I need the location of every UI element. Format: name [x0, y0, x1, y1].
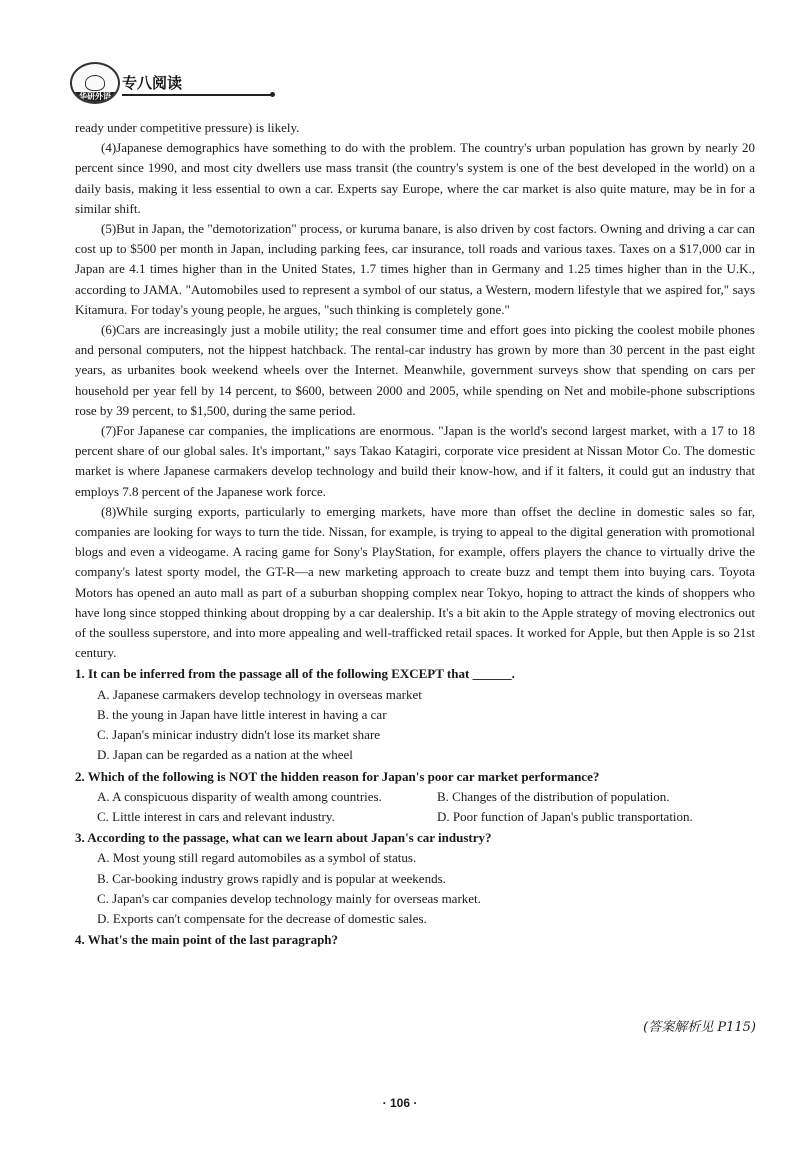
series-title: 专八阅读	[122, 74, 183, 92]
logo-text: 华研外语	[72, 92, 118, 102]
question-1-option-a: A. Japanese carmakers develop technology in overseas market	[97, 686, 422, 702]
question-2-option-b: B. Changes of the distribution of population.	[437, 788, 670, 804]
passage-paragraph-4: (4)Japanese demographics have something to do with the problem. The country's urban population has grown by nearly 20 percent since 1990, and most city dwellers use mass transit (the country's system is one of the best developed in the world) on a daily basis, making it less essential to own a car. Experts say Europe, where the car market is also quite mature, may be in for a similar shift.	[75, 140, 755, 216]
passage-paragraph-8: (8)While surging exports, particularly to emerging markets, have more than offset the decline in domestic sales so far, companies are looking for ways to turn the tide. Nissan, for example, is trying to appeal to the digital generation with promotional blogs and even a videogame. A racing game for Sony's PlayStation, for example, offers players the chance to virtually drive the company's latest sporty model, the GT-R—a new marketing approach to create buzz and tempt them into buying cars. Toyota Motors has opened an auto mall as part of a suburban shopping complex near Tokyo, hoping to attract the kinds of shoppers who have long since stopped thinking about dropping by a car dealership. It's a bit akin to the Apple strategy of moving electronics out of the soulless superstore, and into more appealing and well-trafficked retail spaces. It worked for Apple, but then Apple is so 21st century.	[75, 503, 755, 661]
publisher-logo	[70, 62, 120, 104]
page-header	[70, 62, 210, 102]
header-rule	[122, 94, 272, 96]
question-3-stem: 3. According to the passage, what can we learn about Japan's car industry?	[75, 830, 492, 846]
question-2-option-a: A. A conspicuous disparity of wealth among countries.	[97, 788, 382, 804]
passage-paragraph-7: (7)For Japanese car companies, the implications are enormous. "Japan is the world's second largest market, with a 17 to 18 percent share of our global sales. It's important," says Takao Katagiri, corporate vice president at Nissan Motor Co. The domestic market is where Japanese carmakers develop technology and build their know-how, and if it falters, it could gut an industry that employs 7.8 percent of the Japanese work force.	[75, 423, 755, 499]
question-2-option-d: D. Poor function of Japan's public transportation.	[437, 808, 693, 824]
question-3-option-b: B. Car-booking industry grows rapidly and is popular at weekends.	[97, 870, 446, 886]
question-2-option-c: C. Little interest in cars and relevant industry.	[97, 808, 335, 824]
question-3-option-c: C. Japan's car companies develop technology mainly for overseas market.	[97, 890, 481, 906]
question-4-stem: 4. What's the main point of the last paragraph?	[75, 932, 339, 948]
passage-paragraph-6: (6)Cars are increasingly just a mobile utility; the real consumer time and effort goes into picking the coolest mobile phones and personal computers, not the hippest hatchback. The rental-car industry has grown by more than 30 percent in the past eight years, as urbanites book weekend wheels over the Internet. Meanwhile, government surveys show that spending on cars per household per year fell by 14 percent, to $600, between 2000 and 2005, while spending on Net and mobile-phone subscriptions rose by 39 percent, to $1,500, during the same period.	[75, 322, 755, 418]
question-1-stem: 1. It can be inferred from the passage all of the following EXCEPT that ______.	[75, 666, 515, 682]
question-1-option-c: C. Japan's minicar industry didn't lose its market share	[97, 727, 381, 743]
passage-paragraph-continued: ready under competitive pressure) is likely.	[75, 120, 300, 135]
question-2-options-row-1	[75, 787, 755, 807]
question-2-options-row-2	[75, 807, 755, 827]
question-3-option-a: A. Most young still regard automobiles as a symbol of status.	[97, 850, 417, 866]
page-number: · 106 ·	[382, 1096, 418, 1110]
question-3-option-d: D. Exports can't compensate for the decrease of domestic sales.	[97, 910, 427, 926]
passage-paragraph-5: (5)But in Japan, the "demotorization" process, or kuruma banare, is also driven by cost factors. Owning and driving a car can cost up to $500 per month in Japan, including parking fees, car insurance, toll roads and various taxes. Taxes on a $17,000 car in Japan are 4.1 times higher than in the United States, 1.7 times higher than in Germany and 1.25 times higher than in the U.K., according to JAMA. "Automobiles used to represent a symbol of our status, a Western, modern lifestyle that we aspired for," says Kitamura. For today's young people, he argues, "such thinking is completely gone."	[75, 221, 755, 317]
mascot-icon	[85, 75, 105, 91]
question-1-option-d: D. Japan can be regarded as a nation at the wheel	[97, 747, 353, 763]
question-2-stem: 2. Which of the following is NOT the hidden reason for Japan's poor car market performance?	[75, 768, 600, 784]
answer-reference: (答案解析见 P115)	[643, 1020, 756, 1035]
question-1-option-b: B. the young in Japan have little interest in having a car	[97, 706, 387, 722]
main-content	[75, 118, 755, 950]
